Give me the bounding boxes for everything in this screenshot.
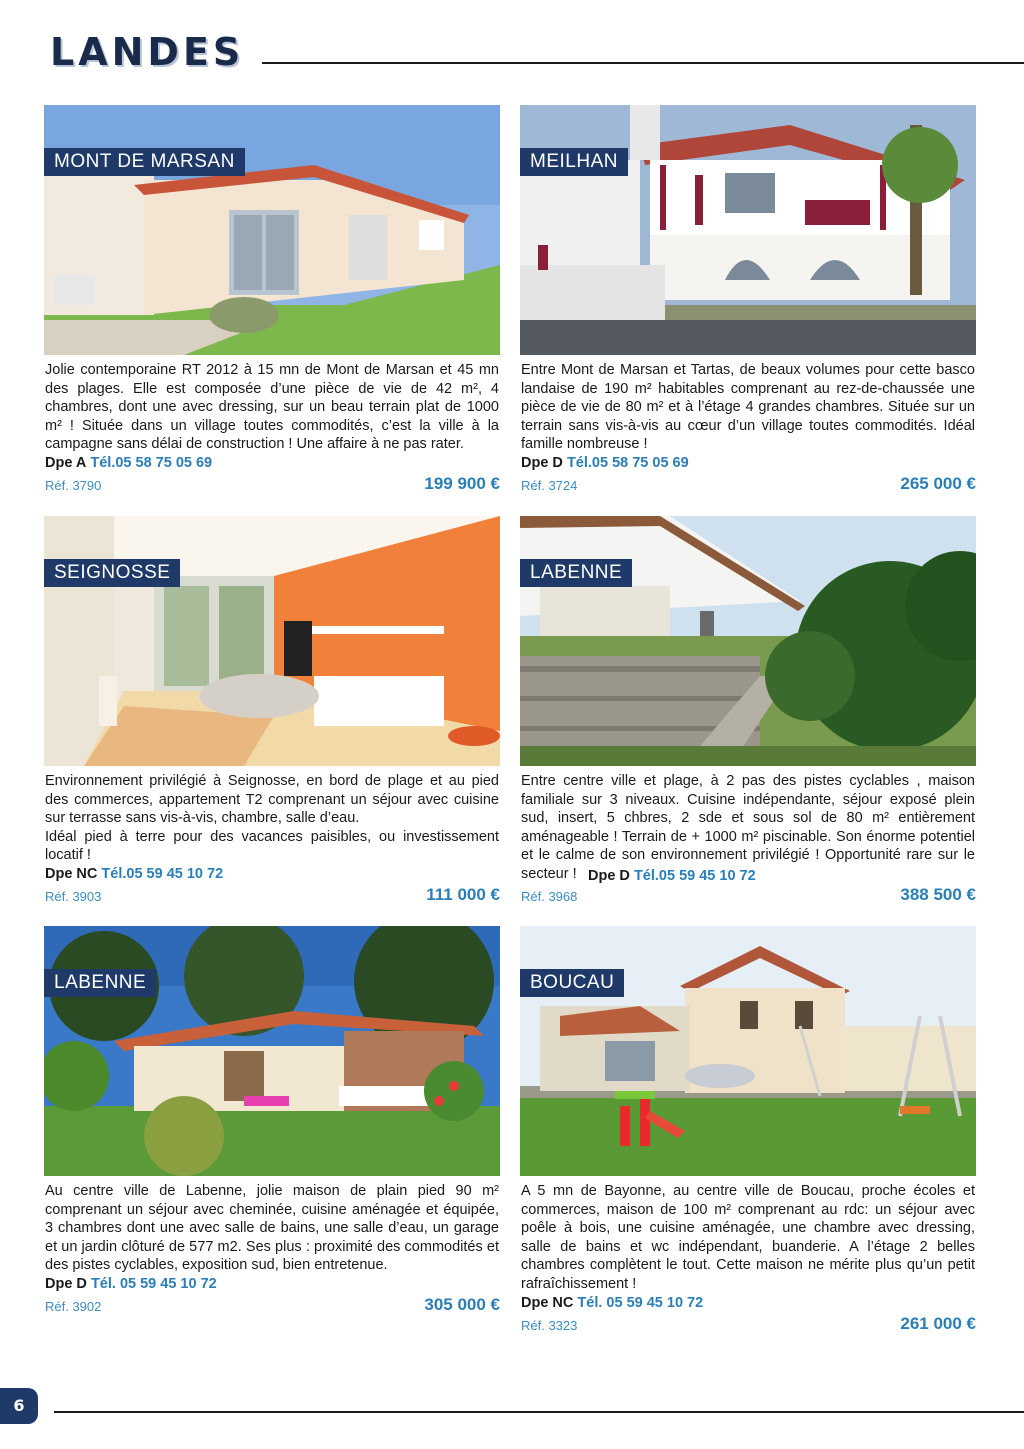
listing-price: 388 500 € [900,884,976,904]
listing-reference: Réf. 3724 [521,477,578,493]
property-photo[interactable] [520,516,976,766]
page-number: 6 [0,1388,38,1424]
property-photo[interactable] [520,926,976,1176]
listing-description: Au centre ville de Labenne, jolie maison de plain pied 90 m² comprenant un séjour avec cheminée, cuisine aménagée et équipée, 3 chambres dont une avec salle de bains, une salle d’eau, un garage et un jardin clôturé de 577 m2. Ses plus : proximité des commodités et des pistes cyclables, exposition sud, bien entretenue. [45,1183,499,1274]
phone-link[interactable]: Tél.05 58 75 05 69 [566,454,689,471]
city-label: LABENNE [520,559,632,587]
city-label: SEIGNOSSE [44,559,180,587]
property-photo[interactable] [520,105,976,355]
listing-description: Environnement privilégié à Seignosse, en bord de plage et au pied des commerces, appartement T2 comprenant un séjour avec cuisine sur terrasse sans vis-à-vis, chambre, salle d’eau. Idéal pied à terre pour des vacances paisibles, ou investissement locatif ! [45,773,499,864]
listing-contact [587,867,757,886]
listing-card[interactable] [44,516,500,907]
listing-contact [44,454,500,473]
listing-contact [520,454,976,473]
city-label: MONT DE MARSAN [44,148,245,176]
listing-price: 261 000 € [900,1313,976,1333]
listing-reference: Réf. 3902 [45,1298,102,1314]
property-photo[interactable] [44,105,500,355]
dpe-rating: Dpe D [45,1275,87,1292]
listing-description: Entre Mont de Marsan et Tartas, de beaux volumes pour cette basco landaise de 190 m² habitables comprenant au rez-de-chaussée une pièce de vie de 80 m² et à l’étage 4 grandes chambres. Située sur un terrain sans vis-à-vis au cœur d’un village toutes commodités. Idéal famille nombreuse ! [521,362,975,453]
listing-description: A 5 mn de Bayonne, au centre ville de Boucau, proche écoles et commerces, maison de 100 m² comprenant au rdc: un séjour avec poêle à bois, une cuisine aménagée, une chambre avec dressing, salle de bains et wc indépendant, buanderie. A l’étage 2 belles chambres complètent le tout. Cette maison ne mérite plus qu’un petit rafraîchissement ! [521,1183,975,1292]
dpe-rating: Dpe NC [521,1294,574,1311]
city-label: MEILHAN [520,148,628,176]
header-rule [262,62,1024,64]
phone-link[interactable]: Tél.05 59 45 10 72 [633,868,756,884]
listing-contact [520,1294,976,1313]
city-label: BOUCAU [520,969,624,997]
listing-reference: Réf. 3903 [45,888,102,904]
phone-link[interactable]: Tél.05 58 75 05 69 [90,454,213,471]
footer-rule [54,1411,1024,1413]
listing-reference: Réf. 3323 [521,1317,578,1333]
listing-contact [44,1275,500,1294]
property-photo[interactable] [44,516,500,766]
dpe-rating: Dpe NC [45,865,98,882]
listing-description: Jolie contemporaine RT 2012 à 15 mn de Mont de Marsan et 45 mn des plages. Elle est composée d’une pièce de vie de 42 m², 4 chambres, dont une avec dressing, sur un beau terrain plat de 1000 m² ! Située dans un village toutes commodités, c’est la ville à la campagne sans délai de construction ! Une affaire à ne pas rater. [45,362,499,453]
listing-description: Entre centre ville et plage, à 2 pas des pistes cyclables , maison familiale sur 3 niveaux. Cuisine indépendante, séjour exposé plein sud, insert, 5 chbres, 2 sde et sous sol de 80 m² entièrement aménageable ! Terrain de + 1000 m² piscinable. Son énorme potentiel et le calme de son environnement privilégié ! Opportunité rare sur le secteur ! [521,773,975,882]
listing-card[interactable] [520,926,976,1336]
section-title: LANDES [50,30,245,74]
listing-price: 199 900 € [424,473,500,493]
phone-link[interactable]: Tél. 05 59 45 10 72 [577,1294,704,1311]
dpe-rating: Dpe D [521,454,563,471]
listing-reference: Réf. 3968 [521,888,578,904]
city-label: LABENNE [44,969,156,997]
dpe-rating: Dpe D [588,868,630,884]
phone-link[interactable]: Tél. 05 59 45 10 72 [90,1275,217,1292]
listing-reference: Réf. 3790 [45,477,102,493]
listing-card[interactable] [520,516,976,907]
listing-card[interactable] [520,105,976,496]
phone-link[interactable]: Tél.05 59 45 10 72 [101,865,224,882]
listing-price: 265 000 € [900,473,976,493]
listing-card[interactable] [44,105,500,496]
listing-contact [44,865,500,884]
dpe-rating: Dpe A [45,454,87,471]
property-photo[interactable] [44,926,500,1176]
listing-card[interactable] [44,926,500,1317]
listing-price: 305 000 € [424,1294,500,1314]
listing-price: 111 000 € [426,884,500,904]
